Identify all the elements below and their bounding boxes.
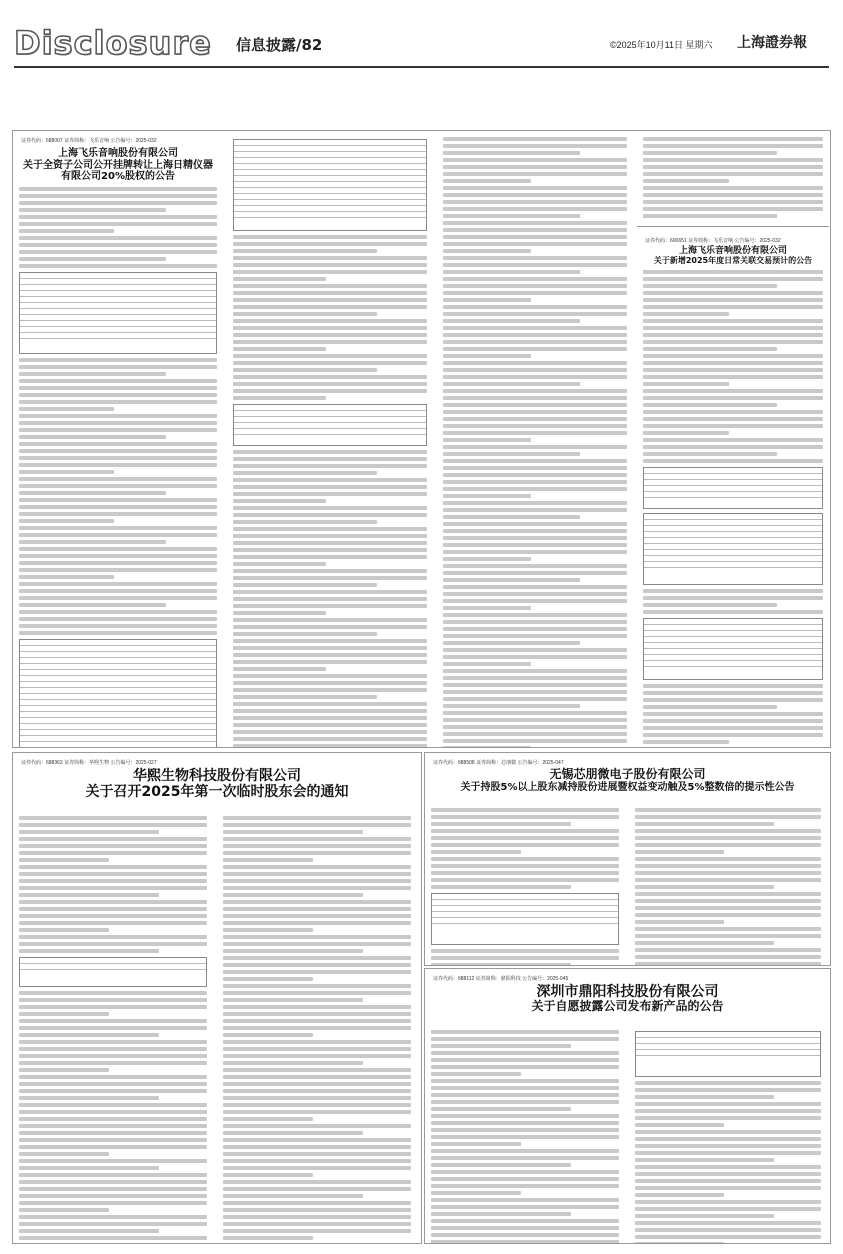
notice-title-line2: 有限公司20%股权的公告 xyxy=(61,171,175,182)
column-2 xyxy=(227,131,433,747)
company-name: 上海飞乐音响股份有限公司 xyxy=(58,148,178,159)
info-table xyxy=(233,139,427,231)
masthead xyxy=(0,0,843,74)
masthead-rule xyxy=(14,66,829,68)
info-table xyxy=(19,957,207,987)
brand-logo: Disclosure xyxy=(14,24,212,62)
body-text xyxy=(437,137,633,748)
announcement-related-party xyxy=(637,226,829,748)
notice-meta: 证券代码：688112 证券简称：鼎阳科技 公告编号：2025-045 xyxy=(433,976,569,982)
notice-title-line1: 关于全资子公司公开挂牌转让上海日精仪器 xyxy=(23,159,213,171)
column-right xyxy=(629,1027,827,1244)
column-4 xyxy=(637,131,829,747)
info-table xyxy=(19,272,217,354)
body-text xyxy=(227,235,433,400)
company-name: 深圳市鼎阳科技股份有限公司 xyxy=(536,984,719,1000)
notice-meta: 证券代码：688508 证券简称：芯朋微 公告编号：2025-047 xyxy=(433,760,564,766)
announcement-xinpeng xyxy=(424,752,831,966)
body-text xyxy=(13,187,223,268)
column-right xyxy=(217,813,417,1244)
announcement-huaxi xyxy=(12,752,422,1244)
column-left xyxy=(425,1027,625,1244)
notice-meta: 证券代码：688007 证券简称：飞乐音响 公告编号：2025-032 xyxy=(21,138,157,144)
column-right xyxy=(629,805,827,966)
info-table xyxy=(233,404,427,446)
notice-title: 关于自愿披露公司发布新产品的公告 xyxy=(531,999,724,1014)
column-left xyxy=(425,805,625,966)
notice-title: 关于召开2025年第一次临时股东会的通知 xyxy=(85,784,349,801)
body-text xyxy=(227,450,433,748)
info-table xyxy=(643,467,823,509)
info-table xyxy=(19,639,217,749)
body-text xyxy=(637,137,829,218)
column-1 xyxy=(13,131,223,747)
newspaper-name: 上海證券報 xyxy=(737,35,807,51)
section-title: 信息披露/82 xyxy=(236,36,323,54)
column-left xyxy=(13,813,213,1244)
info-table xyxy=(635,1031,821,1077)
notice-title: 关于新增2025年度日常关联交易预计的公告 xyxy=(653,256,813,266)
company-name: 华熙生物科技股份有限公司 xyxy=(133,768,301,784)
info-table xyxy=(643,618,823,680)
notice-title: 关于持股5%以上股东减持股份进展暨权益变动触及5%整数倍的提示性公告 xyxy=(460,781,795,793)
body-text xyxy=(13,358,223,635)
notice-meta: 证券代码：688363 证券简称：华熙生物 公告编号：2025-027 xyxy=(21,760,157,766)
info-table xyxy=(643,513,823,585)
column-3 xyxy=(437,131,633,747)
info-table xyxy=(431,893,619,945)
company-name: 无锡芯朋微电子股份有限公司 xyxy=(549,767,706,781)
notice-meta: 证券代码：600651 证券简称：飞乐音响 公告编号：2025-032 xyxy=(645,238,781,244)
company-name: 上海飞乐音响股份有限公司 xyxy=(678,246,787,256)
upper-section xyxy=(12,130,831,748)
announcement-dingyang xyxy=(424,968,831,1244)
issue-date: ©2025年10月11日 星期六 xyxy=(610,40,713,50)
